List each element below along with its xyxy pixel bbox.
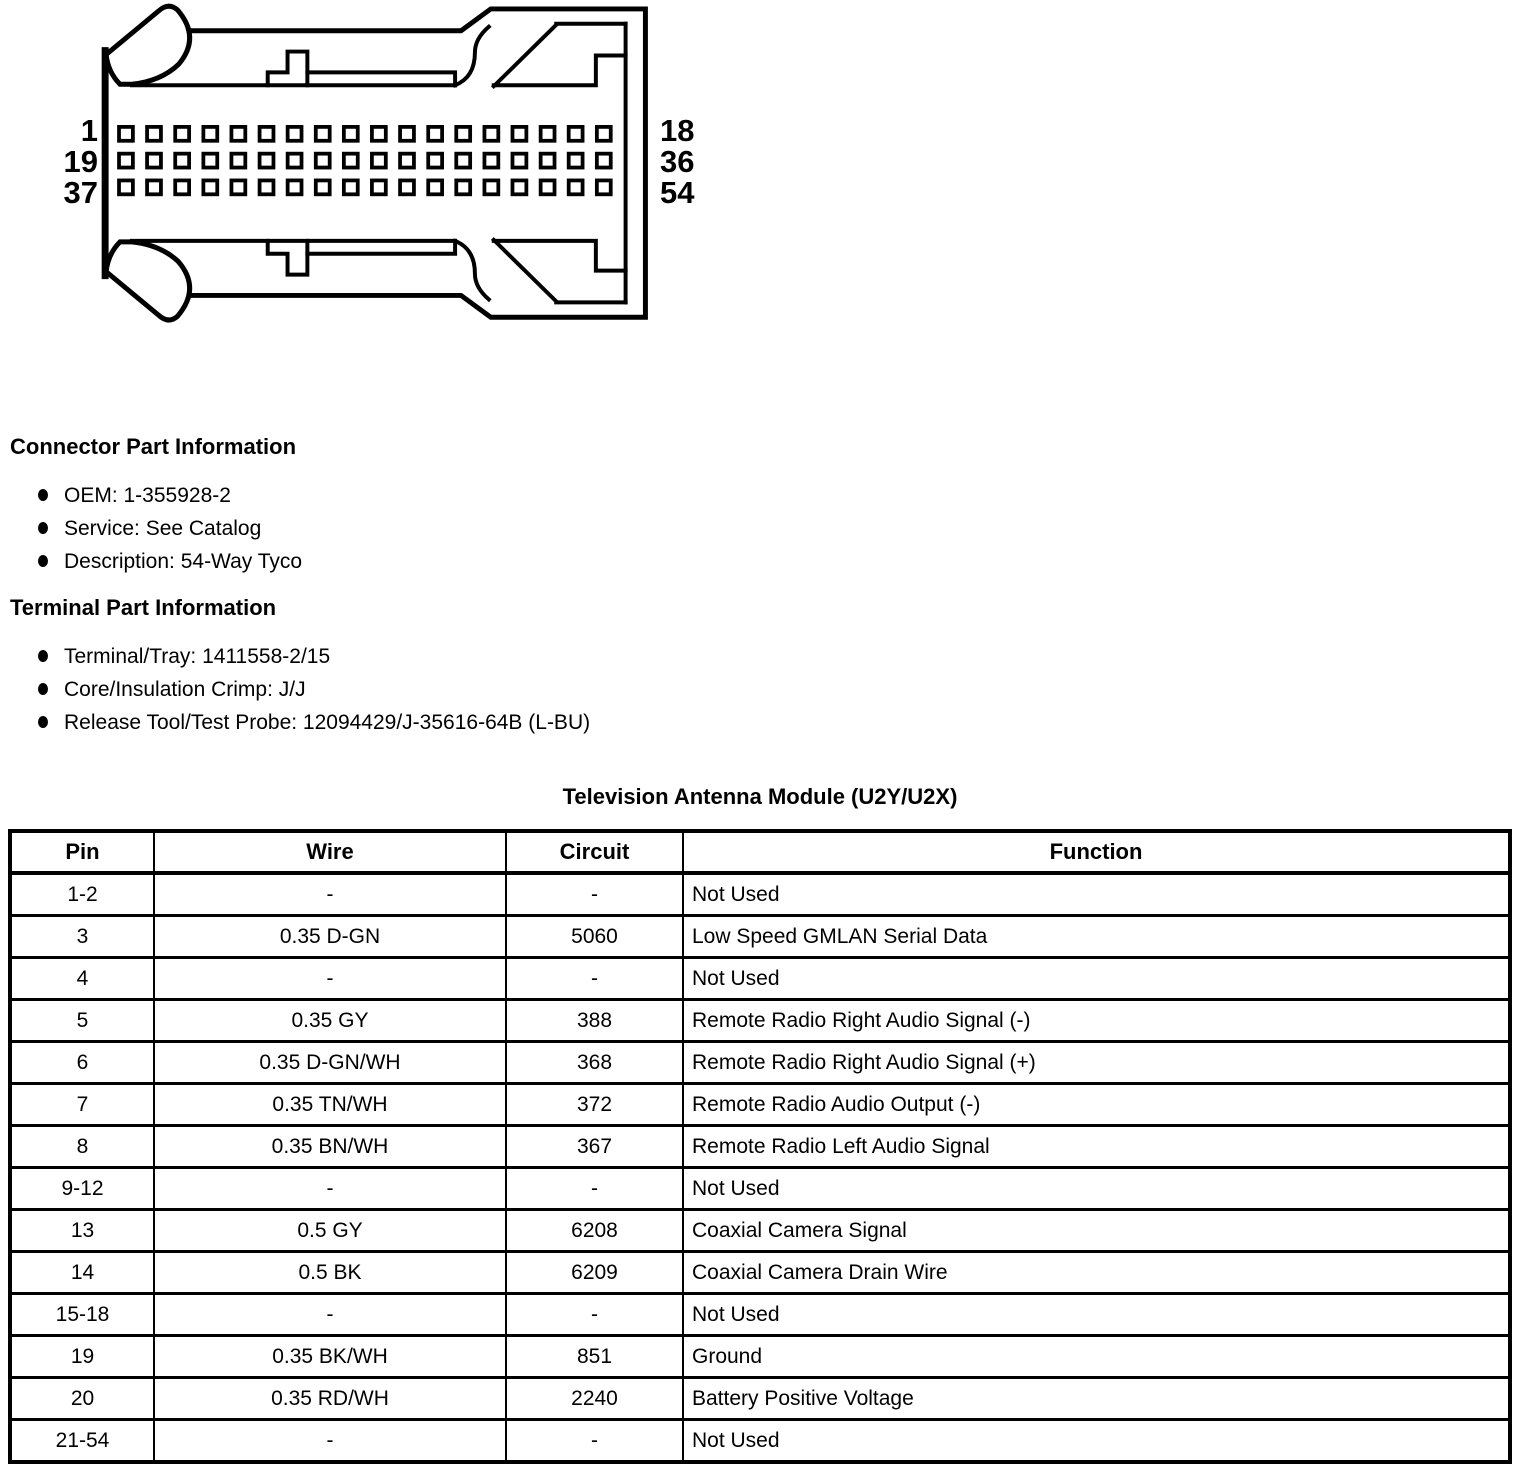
- bullet-icon: [38, 650, 48, 662]
- cell-pin: 13: [10, 1210, 154, 1252]
- pin-square: [372, 180, 386, 194]
- table-title: Television Antenna Module (U2Y/U2X): [562, 784, 958, 809]
- table-row: [10, 1126, 1510, 1168]
- cell-function: Not Used: [683, 1168, 1510, 1210]
- pin-square: [512, 154, 526, 168]
- pin-square: [316, 154, 330, 168]
- pin-square: [400, 127, 414, 141]
- cell-circuit: -: [506, 1168, 683, 1210]
- top-left-ear: [106, 6, 190, 84]
- cell-pin: 4: [10, 958, 154, 1000]
- cell-circuit: -: [506, 958, 683, 1000]
- pin-square: [541, 180, 555, 194]
- pin-square: [203, 154, 217, 168]
- cell-wire: -: [154, 1294, 506, 1336]
- pin-square: [597, 127, 611, 141]
- pin-square: [119, 154, 133, 168]
- pin-square: [512, 127, 526, 141]
- cell-function: Coaxial Camera Signal: [683, 1210, 1510, 1252]
- pin-square: [203, 127, 217, 141]
- terminal-part-info-list: [10, 645, 590, 744]
- header-pin: Pin: [10, 831, 154, 873]
- cell-circuit: 388: [506, 1000, 683, 1042]
- pin-square: [344, 154, 358, 168]
- bullet-icon: [38, 683, 48, 695]
- pin-square: [175, 154, 189, 168]
- connector-part-info-list: [10, 484, 302, 583]
- table-row: [10, 1210, 1510, 1252]
- bullet-item: [10, 484, 302, 506]
- cell-circuit: 6208: [506, 1210, 683, 1252]
- cell-function: Not Used: [683, 958, 1510, 1000]
- cell-pin: 1-2: [10, 873, 154, 916]
- cell-pin: 14: [10, 1252, 154, 1294]
- cell-wire: -: [154, 1420, 506, 1463]
- pin-label-18: 18: [660, 113, 695, 148]
- cell-function: Remote Radio Audio Output (-): [683, 1084, 1510, 1126]
- pin-square: [344, 180, 358, 194]
- table-row: [10, 1168, 1510, 1210]
- cell-wire: 0.35 BK/WH: [154, 1336, 506, 1378]
- pin-square: [428, 180, 442, 194]
- cell-function: Remote Radio Left Audio Signal: [683, 1126, 1510, 1168]
- cell-circuit: 2240: [506, 1378, 683, 1420]
- pin-square: [400, 154, 414, 168]
- pin-square: [484, 127, 498, 141]
- bullet-item: [10, 678, 590, 700]
- cell-function: Low Speed GMLAN Serial Data: [683, 916, 1510, 958]
- cell-function: Not Used: [683, 873, 1510, 916]
- bottom-left-ear: [106, 242, 190, 320]
- table-row: [10, 1294, 1510, 1336]
- cell-circuit: -: [506, 873, 683, 916]
- pin-square: [372, 127, 386, 141]
- pin-square: [260, 154, 274, 168]
- pin-square: [428, 154, 442, 168]
- table-row: [10, 1420, 1510, 1463]
- cell-pin: 8: [10, 1126, 154, 1168]
- pin-square: [344, 127, 358, 141]
- cell-pin: 15-18: [10, 1294, 154, 1336]
- pin-grid: [119, 127, 611, 194]
- pin-square: [316, 180, 330, 194]
- cell-wire: 0.5 BK: [154, 1252, 506, 1294]
- cell-circuit: 5060: [506, 916, 683, 958]
- pin-square: [119, 127, 133, 141]
- table-row: [10, 1000, 1510, 1042]
- bullet-text: Service: See Catalog: [64, 517, 262, 540]
- pin-square: [512, 180, 526, 194]
- cell-circuit: -: [506, 1294, 683, 1336]
- table-row: [10, 1084, 1510, 1126]
- pin-square: [288, 154, 302, 168]
- cell-wire: 0.35 RD/WH: [154, 1378, 506, 1420]
- pinout-table: [8, 829, 1512, 1464]
- cell-wire: 0.35 BN/WH: [154, 1126, 506, 1168]
- cell-wire: 0.35 D-GN: [154, 916, 506, 958]
- pin-square: [597, 154, 611, 168]
- bullet-icon: [38, 716, 48, 728]
- bullet-item: [10, 517, 302, 539]
- pin-square: [597, 180, 611, 194]
- cell-wire: -: [154, 958, 506, 1000]
- bullet-text: Terminal/Tray: 1411558-2/15: [64, 645, 331, 668]
- pin-square: [569, 154, 583, 168]
- header-wire: Wire: [154, 831, 506, 873]
- pin-label-36: 36: [660, 144, 695, 179]
- table-row: [10, 958, 1510, 1000]
- cell-function: Not Used: [683, 1420, 1510, 1463]
- cell-pin: 9-12: [10, 1168, 154, 1210]
- cell-pin: 19: [10, 1336, 154, 1378]
- table-row: [10, 1252, 1510, 1294]
- bullet-text: Description: 54-Way Tyco: [64, 550, 303, 573]
- pin-square: [147, 180, 161, 194]
- cell-function: Coaxial Camera Drain Wire: [683, 1252, 1510, 1294]
- pin-square: [231, 127, 245, 141]
- table-row: [10, 873, 1510, 916]
- pin-label-37: 37: [63, 175, 98, 210]
- pin-label-54: 54: [660, 175, 695, 210]
- bullet-text: OEM: 1-355928-2: [64, 484, 231, 507]
- cell-pin: 21-54: [10, 1420, 154, 1463]
- pin-square: [569, 127, 583, 141]
- cell-pin: 6: [10, 1042, 154, 1084]
- pin-square: [288, 180, 302, 194]
- pin-square: [456, 180, 470, 194]
- pin-label-19: 19: [63, 144, 98, 179]
- pin-square: [428, 127, 442, 141]
- cell-pin: 3: [10, 916, 154, 958]
- connector-diagram: [0, 0, 700, 345]
- bullet-text: Core/Insulation Crimp: J/J: [64, 678, 306, 701]
- terminal-part-info-heading: Terminal Part Information: [10, 595, 277, 620]
- cell-wire: 0.35 GY: [154, 1000, 506, 1042]
- table-row: [10, 1042, 1510, 1084]
- pin-square: [456, 154, 470, 168]
- header-circuit: Circuit: [506, 831, 683, 873]
- pin-square: [203, 180, 217, 194]
- pin-square: [569, 180, 583, 194]
- pin-square: [484, 154, 498, 168]
- cell-wire: 0.35 D-GN/WH: [154, 1042, 506, 1084]
- cell-circuit: 6209: [506, 1252, 683, 1294]
- pin-square: [119, 180, 133, 194]
- pin-square: [541, 127, 555, 141]
- pin-label-1: 1: [80, 113, 98, 148]
- table-row: [10, 1336, 1510, 1378]
- pin-square: [260, 127, 274, 141]
- pin-square: [175, 180, 189, 194]
- pin-square: [147, 154, 161, 168]
- cell-circuit: 368: [506, 1042, 683, 1084]
- pin-square: [288, 127, 302, 141]
- cell-function: Battery Positive Voltage: [683, 1378, 1510, 1420]
- cell-circuit: 367: [506, 1126, 683, 1168]
- bullet-icon: [38, 489, 48, 501]
- pin-square: [260, 180, 274, 194]
- cell-function: Remote Radio Right Audio Signal (-): [683, 1000, 1510, 1042]
- bullet-icon: [38, 522, 48, 534]
- header-function: Function: [683, 831, 1510, 873]
- pin-square: [541, 154, 555, 168]
- pin-square: [484, 180, 498, 194]
- cell-pin: 5: [10, 1000, 154, 1042]
- pin-square: [147, 127, 161, 141]
- cell-wire: 0.5 GY: [154, 1210, 506, 1252]
- cell-circuit: 851: [506, 1336, 683, 1378]
- cell-pin: 7: [10, 1084, 154, 1126]
- bullet-item: [10, 645, 590, 667]
- cell-function: Remote Radio Right Audio Signal (+): [683, 1042, 1510, 1084]
- cell-wire: -: [154, 873, 506, 916]
- pin-square: [231, 180, 245, 194]
- cell-circuit: 372: [506, 1084, 683, 1126]
- connector-outline-drawing: [0, 0, 700, 345]
- pin-square: [175, 127, 189, 141]
- pin-square: [372, 154, 386, 168]
- cell-pin: 20: [10, 1378, 154, 1420]
- top-latch-tab: [268, 52, 308, 86]
- bullet-icon: [38, 555, 48, 567]
- cell-wire: 0.35 TN/WH: [154, 1084, 506, 1126]
- table-row: [10, 916, 1510, 958]
- pin-square: [316, 127, 330, 141]
- bottom-latch-tab: [268, 241, 308, 275]
- cell-function: Not Used: [683, 1294, 1510, 1336]
- table-row: [10, 1378, 1510, 1420]
- table-header-row: [10, 831, 1510, 873]
- cell-wire: -: [154, 1168, 506, 1210]
- bullet-item: [10, 711, 590, 733]
- cell-function: Ground: [683, 1336, 1510, 1378]
- connector-part-info-heading: Connector Part Information: [10, 434, 297, 459]
- pin-square: [400, 180, 414, 194]
- pin-square: [231, 154, 245, 168]
- cell-circuit: -: [506, 1420, 683, 1463]
- bullet-text: Release Tool/Test Probe: 12094429/J-35616-64B (L-BU): [64, 711, 591, 734]
- pin-square: [456, 127, 470, 141]
- bullet-item: [10, 550, 302, 572]
